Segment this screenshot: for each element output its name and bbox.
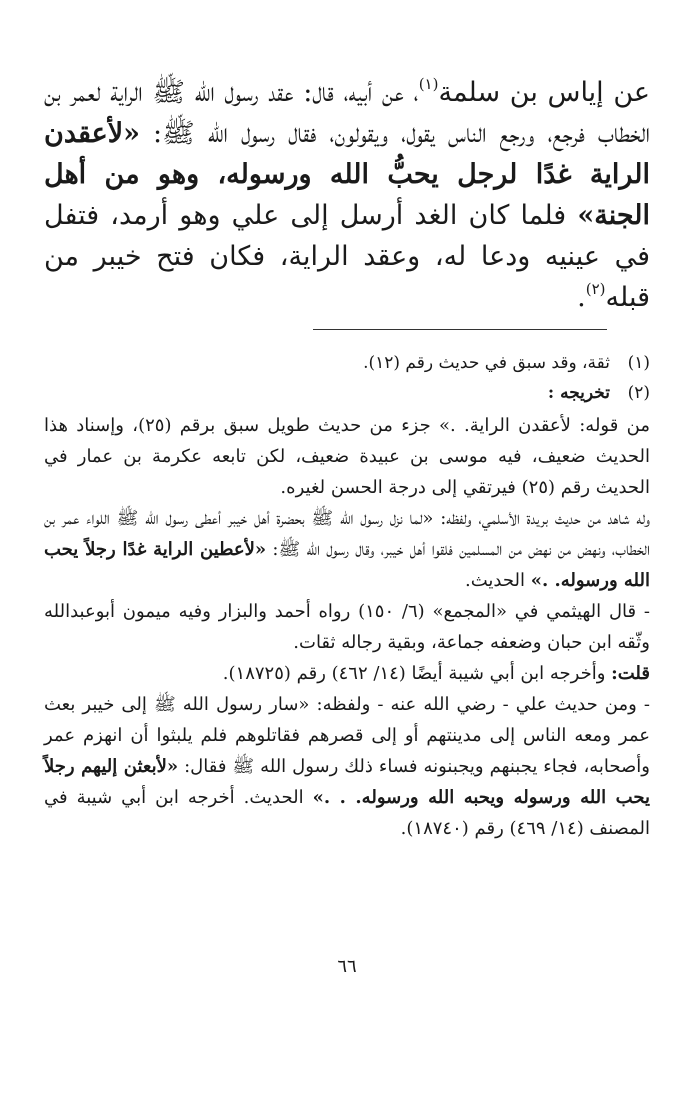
takhrij-paragraph-2	[44, 503, 650, 596]
takhrij-paragraph-4-label: قلت:	[611, 663, 650, 684]
takhrij-paragraph-4	[44, 658, 650, 689]
takhrij-paragraph-2-text: وله شاهد من حديث بريدة الأسلمي، ولفظه: «لما نزل رسول الله ﷺ بحضرة أهل خيبر أعطى رسول الله ﷺ اللواء عمر بن الخطاب، ونهض من نهض من المسلمين فلقوا أهل خيبر، وقال رسول الله ﷺ:	[44, 508, 651, 560]
takhrij-paragraph-1: من قوله: لأعقدن الراية. .» جزء من حديث طويل سبق برقم (٢٥)، وإسناد هذا الحديث ضعيف، فيه موسى بن عبيدة ضعيف، لكن تابعه عكرمة بن عمار في الحديث رقم (٢٥) فيرتقي إلى درجة الحسن لغيره.	[44, 415, 650, 498]
main-text-part-4: .	[577, 282, 586, 313]
main-text-part-2: ، عن أبيه، قال: عقد رسول الله ﷺ الراية لعمر بن الخطاب فرجع، ورجع الناس يقول، ويقولون، فقال رسول الله ﷺ:	[44, 77, 650, 149]
footnote-1	[44, 348, 650, 378]
footnote-2-body	[44, 410, 650, 844]
takhrij-paragraph-3: - قال الهيثمي في «المجمع» (٦/ ١٥٠) رواه أحمد والبزار وفيه ميمون أبوعبدالله وثّقه ابن حبان وضعفه جماعة، وبقية رجاله ثقات.	[44, 601, 650, 653]
footnote-ref-2: (٢)	[585, 280, 606, 298]
footnote-1-text: ثقة، وقد سبق في حديث رقم (١٢).	[363, 353, 610, 373]
main-text-paragraph	[44, 72, 650, 318]
takhrij-paragraph-5-quote: «لأبعثن إليهم رجلاً يحب الله ورسوله ويحبه الله ورسوله. . .»	[44, 756, 650, 808]
takhrij-paragraph-5	[44, 689, 650, 844]
takhrij-paragraph-2-quote: «لأعطين الراية غدًا رجلاً يحب الله ورسوله. .»	[44, 539, 650, 591]
main-text-part-1: عن إياس بن سلمة	[438, 77, 651, 108]
footnote-2-heading: تخريجه :	[547, 383, 610, 403]
takhrij-paragraph-4-text: وأخرجه ابن أبي شيبة أيضًا (١٤/ ٤٦٢) رقم (١٨٧٢٥).	[222, 663, 612, 684]
main-text-part-3: فلما كان الغد أرسل إلى علي وهو أرمد، فتفل في عينيه ودعا له، وعقد الراية، فكان فتح خيبر من قبله	[44, 200, 650, 313]
footnote-2	[44, 378, 650, 408]
page-number: ٦٦	[337, 956, 357, 977]
takhrij-paragraph-2-tail: الحديث.	[465, 570, 531, 591]
takhrij-paragraph-5-tail: الحديث. أخرجه ابن أبي شيبة في المصنف (١٤/ ٤٦٩) رقم (١٨٧٤٠).	[44, 787, 650, 839]
footnote-ref-1: (١)	[418, 75, 439, 93]
hadith-quote-bold: «لأعقدن الراية غدًا لرجل يحبُّ الله ورسوله، وهو من أهل الجنة»	[44, 118, 650, 231]
footnote-1-number: (١)	[627, 353, 650, 373]
takhrij-paragraph-5-text: - ومن حديث علي - رضي الله عنه - ولفظه: «سار رسول الله ﷺ إلى خيبر بعث عمر ومعه الناس إلى مدينتهم أو إلى قصرهم فقاتلوهم فلم يلبثوا أن انهزم عمر وأصحابه، فجاء يجبنهم ويجبنونه فساء ذلك رسول الله ﷺ فقال:	[44, 694, 650, 777]
footnotes-section	[44, 348, 650, 844]
footnote-separator	[313, 329, 607, 330]
footnote-2-number: (٢)	[627, 383, 650, 403]
